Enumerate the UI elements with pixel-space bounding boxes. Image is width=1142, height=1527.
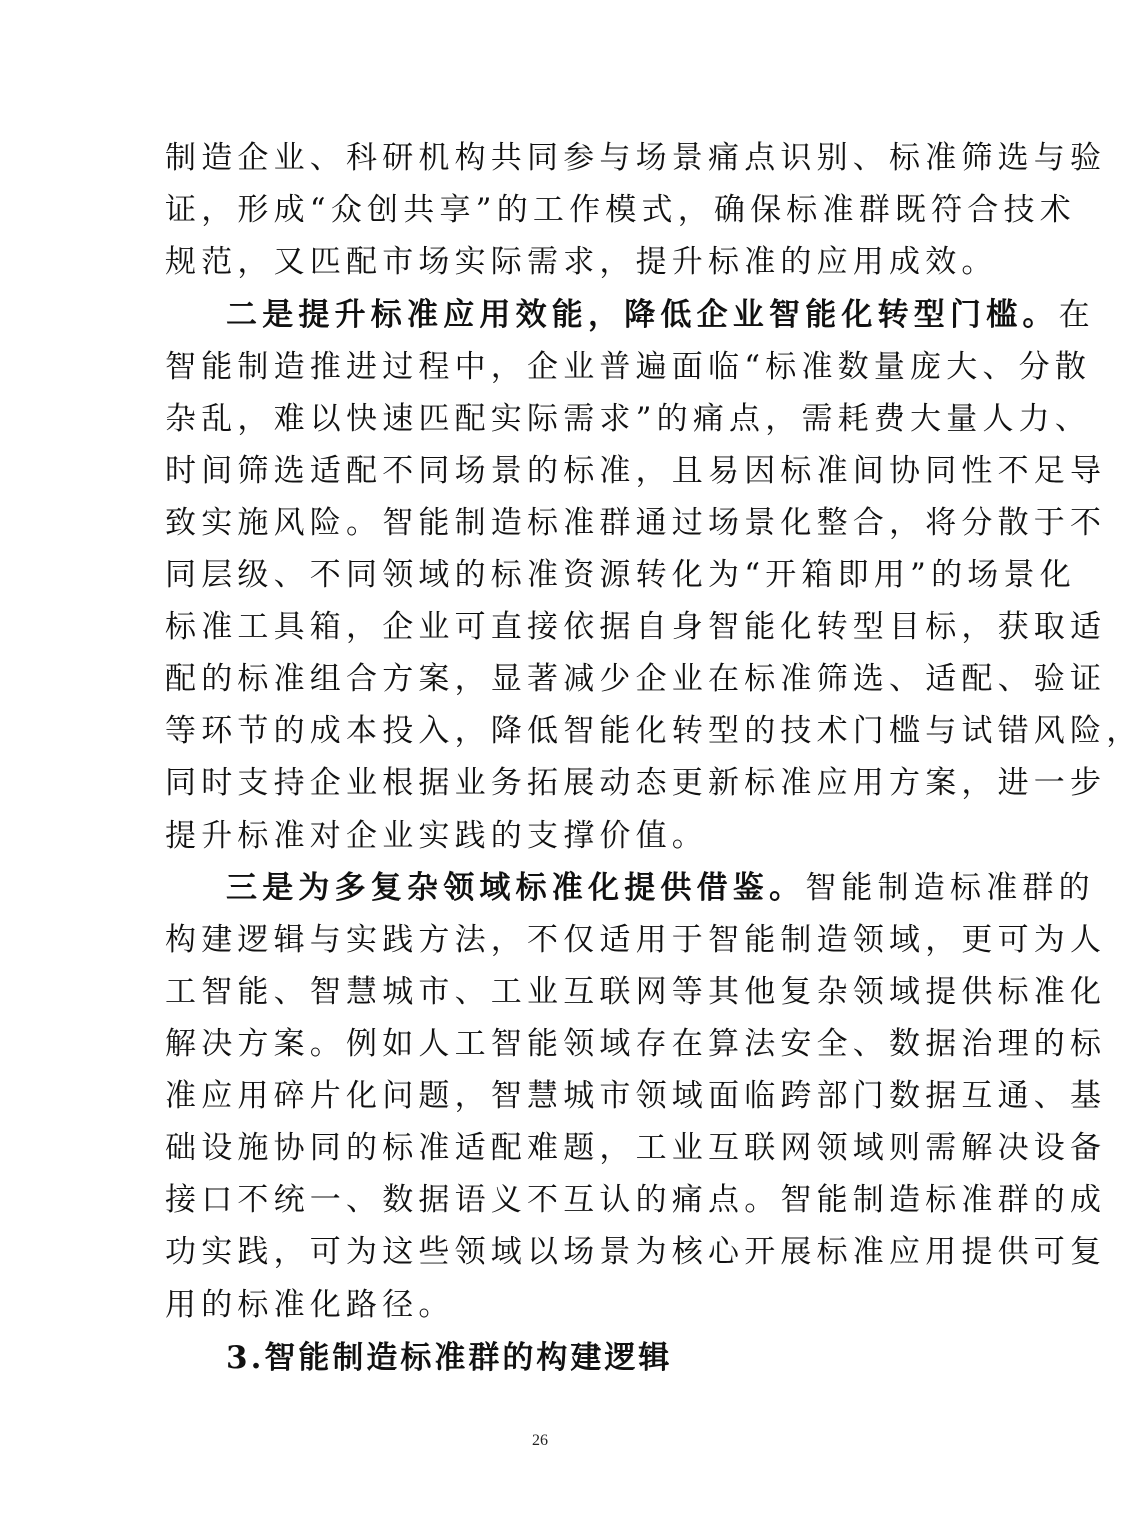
- text-run: 规范，又匹配市场实际需求，提升标准的应用成效。: [165, 244, 998, 280]
- text-run: 时间筛选适配不同场景的标准，且易因标准间协同性不足导: [165, 453, 1107, 489]
- text-run: 用的标准化路径。: [165, 1287, 455, 1323]
- text-run: 配的标准组合方案，显著减少企业在标准筛选、适配、验证: [165, 661, 1107, 697]
- text-run: 致实施风险。智能制造标准群通过场景化整合，将分散于不: [165, 505, 1107, 541]
- bold-lead-phrase: 三是为多复杂领域标准化提供借鉴。: [226, 870, 806, 906]
- text-line: [165, 1234, 1107, 1270]
- text-line: [165, 974, 1107, 1010]
- text-line: [165, 661, 1107, 697]
- text-run: 标准工具箱，企业可直接依据自身智能化转型目标，获取适: [165, 609, 1107, 645]
- text-run: 证，形成“众创共享”的工作模式，确保标准群既符合技术: [165, 192, 1076, 228]
- text-line: [165, 1026, 1107, 1062]
- text-run: 接口不统一、数据语义不互认的痛点。智能制造标准群的成: [165, 1182, 1107, 1218]
- text-line: [165, 609, 1107, 645]
- text-run: 础设施协同的标准适配难题，工业互联网领域则需解决设备: [165, 1130, 1107, 1166]
- text-run: 准应用碎片化问题，智慧城市领域面临跨部门数据互通、基: [165, 1078, 1107, 1114]
- text-line: [165, 192, 1076, 228]
- text-line: [165, 140, 1107, 176]
- text-line: [165, 1130, 1107, 1166]
- text-run: 制造企业、科研机构共同参与场景痛点识别、标准筛选与验: [165, 140, 1107, 176]
- text-line: [165, 349, 1092, 385]
- text-line: [165, 818, 925, 854]
- text-line: [226, 297, 1095, 333]
- text-run: 同时支持企业根据业务拓展动态更新标准应用方案，进一步: [165, 765, 1107, 801]
- text-line: [165, 401, 1092, 437]
- text-line: [165, 1287, 925, 1323]
- page-number: 26: [532, 1432, 548, 1449]
- text-run: 功实践，可为这些领域以场景为核心开展标准应用提供可复: [165, 1234, 1107, 1270]
- text-line: [226, 870, 1095, 906]
- text-line: [165, 557, 1076, 593]
- text-run: 同层级、不同领域的标准资源转化为“开箱即用”的场景化: [165, 557, 1076, 593]
- text-run: 等环节的成本投入，降低智能化转型的技术门槛与试错风险，: [165, 713, 1142, 749]
- text-run: 解决方案。例如人工智能领域存在算法安全、数据治理的标: [165, 1026, 1107, 1062]
- section-heading: [226, 1340, 926, 1376]
- text-line: [165, 505, 1107, 541]
- text-run: 智能制造标准群的: [805, 870, 1095, 906]
- text-line: [165, 713, 1142, 749]
- text-line: [165, 1182, 1107, 1218]
- text-run: 工智能、智慧城市、工业互联网等其他复杂领域提供标准化: [165, 974, 1107, 1010]
- text-line: [165, 453, 1107, 489]
- text-line: [165, 244, 998, 280]
- text-run: 构建逻辑与实践方法，不仅适用于智能制造领域，更可为人: [165, 922, 1107, 958]
- text-run: 杂乱，难以快速匹配实际需求”的痛点，需耗费大量人力、: [165, 401, 1092, 437]
- text-run: 在: [1058, 297, 1095, 333]
- text-run: 提升标准对企业实践的支撑价值。: [165, 818, 708, 854]
- text-line: [165, 1078, 1107, 1114]
- bold-lead-phrase: 二是提升标准应用效能，降低企业智能化转型门槛。: [226, 297, 1059, 333]
- text-line: [165, 922, 1107, 958]
- text-line: [165, 765, 1107, 801]
- bold-lead-phrase: 3.智能制造标准群的构建逻辑: [226, 1340, 673, 1376]
- text-run: 智能制造推进过程中，企业普遍面临“标准数量庞大、分散: [165, 349, 1092, 385]
